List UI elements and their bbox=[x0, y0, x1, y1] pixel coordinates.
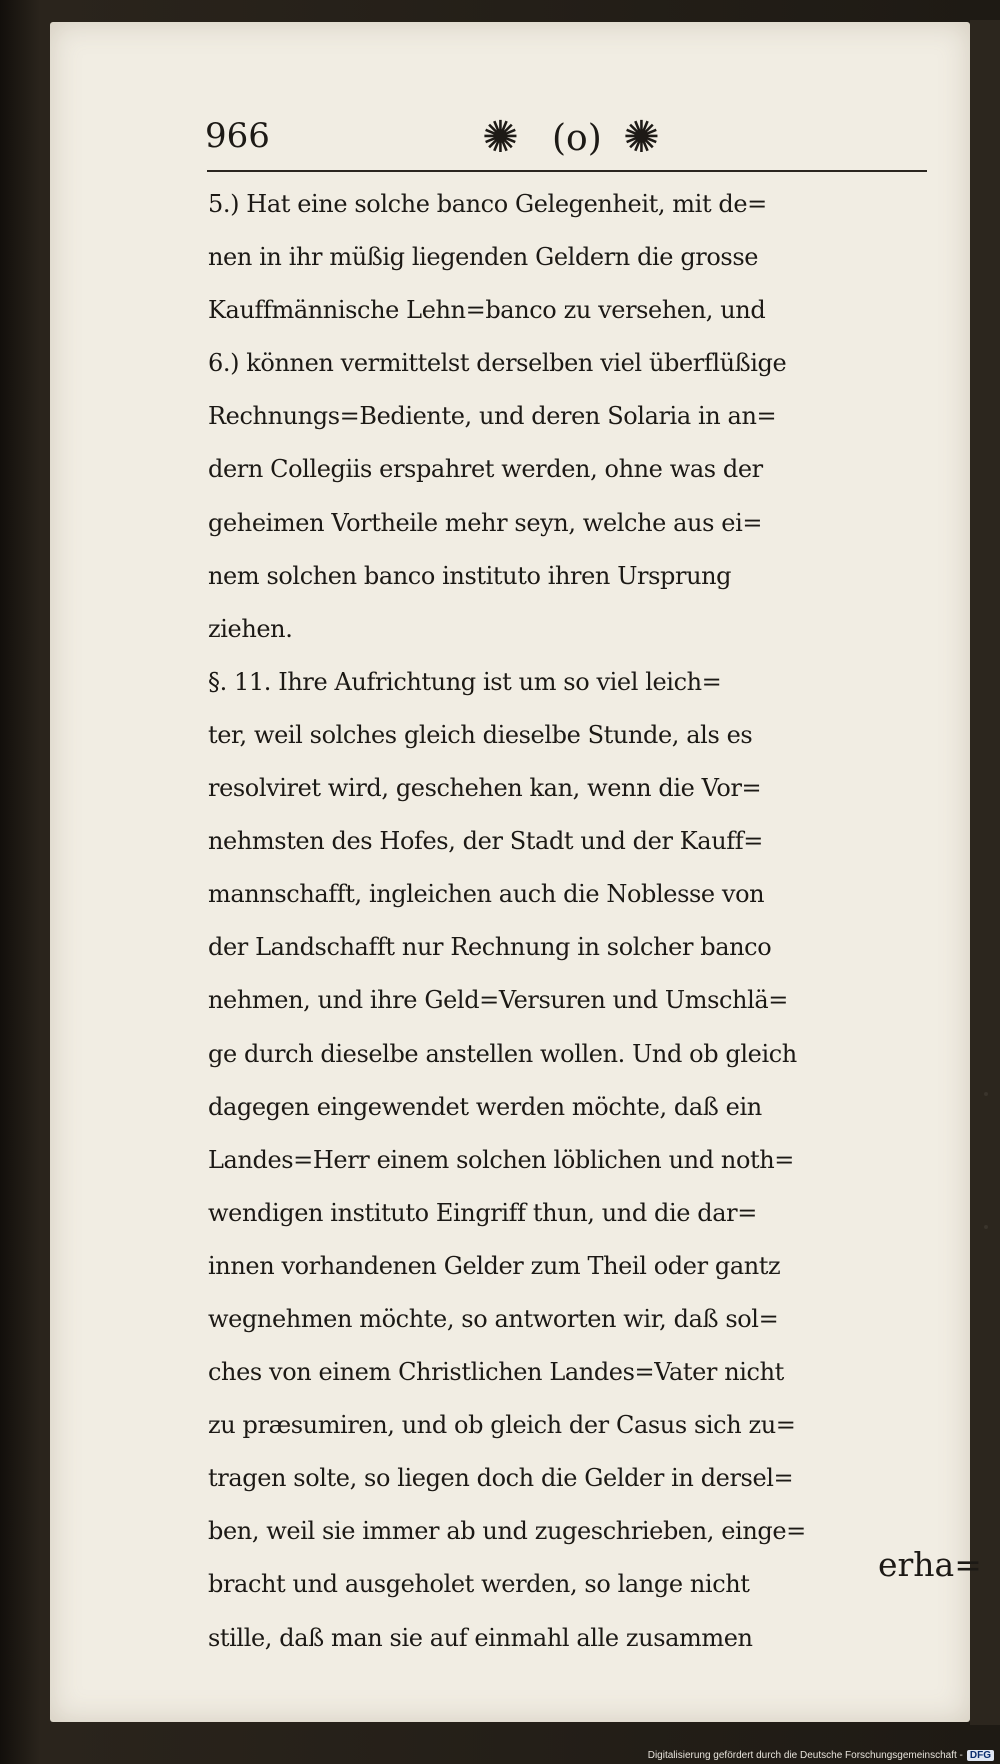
book-spine-edge bbox=[970, 20, 1000, 1725]
text-line: nen in ihr müßig liegenden Geldern die grosse bbox=[208, 243, 759, 272]
body-text bbox=[208, 178, 958, 1665]
text-line: resolviret wird, geschehen kan, wenn die Vor= bbox=[208, 774, 762, 803]
text-line: wegnehmen möchte, so antworten wir, daß sol= bbox=[208, 1304, 779, 1333]
text-line: ches von einem Christlichen Landes=Vater nicht bbox=[208, 1358, 784, 1387]
page-number: 966 bbox=[205, 116, 270, 156]
text-line: nem solchen banco instituto ihren Ursprung bbox=[208, 561, 732, 590]
text-line: 6.) können vermittelst derselben viel überflüßige bbox=[208, 349, 787, 378]
text-line: 5.) Hat eine solche banco Gelegenheit, mit de= bbox=[208, 190, 767, 218]
dfg-logo: DFG bbox=[967, 1750, 994, 1761]
ornament-right-icon: ✺ bbox=[623, 112, 660, 163]
text-line: nehmen, und ihre Geld=Versuren und Umschlä= bbox=[208, 986, 788, 1015]
text-line: stille, daß man sie auf einmahl alle zusammen bbox=[208, 1623, 753, 1652]
margin-mark bbox=[984, 1092, 988, 1096]
digitization-credit bbox=[648, 1750, 994, 1761]
margin-mark bbox=[984, 1225, 988, 1229]
text-line: nehmsten des Hofes, der Stadt und der Kauff= bbox=[208, 827, 763, 856]
text-line: Landes=Herr einem solchen löblichen und noth= bbox=[208, 1145, 795, 1174]
text-line: ge durch dieselbe anstellen wollen. Und ob gleich bbox=[208, 1039, 797, 1068]
text-line: innen vorhandenen Gelder zum Theil oder gantz bbox=[208, 1251, 781, 1280]
page-header bbox=[157, 112, 947, 176]
text-line: ben, weil sie immer ab und zugeschrieben, einge= bbox=[208, 1517, 806, 1546]
header-signature: (o) bbox=[552, 118, 602, 159]
credit-text: Digitalisierung gefördert durch die Deutsche Forschungsgemeinschaft - bbox=[647, 1750, 963, 1761]
text-line: wendigen instituto Eingriff thun, und die dar= bbox=[208, 1198, 757, 1227]
text-line: Rechnungs=Bediente, und deren Solaria in an= bbox=[208, 402, 777, 431]
text-line: mannschafft, ingleichen auch die Noblesse von bbox=[208, 880, 765, 909]
text-line: dern Collegiis erspahret werden, ohne was der bbox=[208, 455, 763, 484]
text-line: tragen solte, so liegen doch die Gelder in dersel= bbox=[208, 1464, 794, 1493]
text-line: der Landschafft nur Rechnung in solcher banco bbox=[208, 933, 772, 962]
text-line: ziehen. bbox=[208, 614, 293, 643]
catchword: erha= bbox=[878, 1545, 982, 1584]
text-line: bracht und ausgeholet werden, so lange nicht bbox=[208, 1570, 750, 1599]
header-rule bbox=[207, 170, 927, 172]
text-line: dagegen eingewendet werden möchte, daß ein bbox=[208, 1092, 762, 1121]
text-line: zu præsumiren, und ob gleich der Casus sich zu= bbox=[208, 1411, 796, 1440]
text-line: §. 11. Ihre Aufrichtung ist um so viel leich= bbox=[208, 667, 722, 696]
text-line: Kauffmännische Lehn=banco zu versehen, und bbox=[208, 296, 766, 325]
text-line: geheimen Vortheile mehr seyn, welche aus ei= bbox=[208, 508, 763, 537]
text-line: ter, weil solches gleich dieselbe Stunde, als es bbox=[208, 720, 753, 749]
ornament-left-icon: ✺ bbox=[482, 112, 519, 163]
